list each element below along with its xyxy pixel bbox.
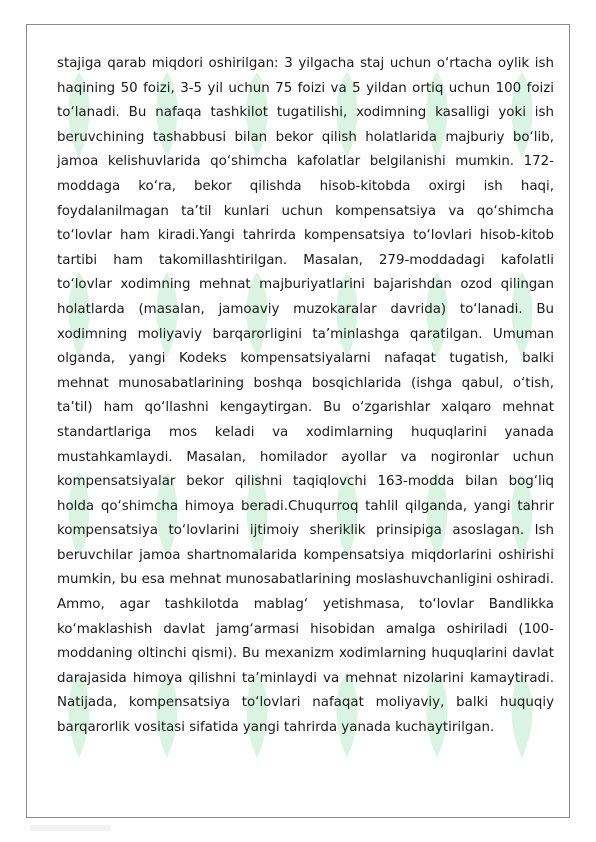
body-paragraph: stajiga qarab miqdori oshirilgan: 3 yilgacha staj uchun o‘rtacha oylik ish haqining 50 foizi, 3-5 yil uchun 75 foizi va 5 yildan ortiq uchun 100 foizi to‘lanadi. Bu nafaqa tashkilot tugatilishi, xodimning kasalligi yoki ish beruvchining tashabbusi bilan bekor qilish holatlarida majburiy bo‘lib, jamoa kelishuvlarida qo‘shimcha kafolatlar belgilanishi mumkin. 172-moddaga ko‘ra, bekor qilishda hisob-kitobda oxirgi ish haqi, foydalanilmagan ta’til kunlari uchun kompensatsiya va qo‘shimcha to‘lovlar ham kiradi.Yangi tahrirda kompensatsiya to‘lovlari hisob-kitob tartibi ham takomillashtirilgan. Masalan, 279-moddadagi kafolatli to‘lovlar xodimning mehnat majburiyatlarini bajarishdan ozod qilingan holatlarda (masalan, jamoaviy muzokaralar davrida) to‘lanadi. Bu xodimning moliyaviy barqarorligini ta’minlashga qaratilgan. Umuman olganda, yangi Kodeks kompensatsiyalarni nafaqat tugatish, balki mehnat munosabatlarining boshqa bosqichlarida (ishga qabul, o‘tish, ta’til) ham qo‘llashni kengaytirgan. Bu o‘zgarishlar xalqaro mehnat standartlariga mos keladi va xodimlarning huquqlarini yanada mustahkamlaydi. Masalan, homilador ayollar va nogironlar uchun kompensatsiyalar bekor qilishni taqiqlovchi 163-modda bilan bog‘liq holda qo‘shimcha himoya beradi.Chuqurroq tahlil qilganda, yangi tahrir kompensatsiya to‘lovlarini ijtimoiy sheriklik prinsipiga asoslagan. Ish beruvchilar jamoa shartnomalarida kompensatsiya miqdorlarini oshirishi mumkin, bu esa mehnat munosabatlarining moslashuvchanligini oshiradi. Ammo, agar tashkilotda mablag‘ yetishmasa, to‘lovlar Bandlikka ko‘maklashish davlat jamg‘armasi hisobidan amalga oshiriladi (100-moddaning oltinchi qismi). Bu mexanizm xodimlarning huquqlarini davlat darajasida himoya qilishni ta’minlaydi va mehnat nizolarini kamaytiradi. Natijada, kompensatsiya to‘lovlari nafaqat moliyaviy, balki huquqiy barqarorlik vositasi sifatida yangi tahrirda yanada kuchaytirilgan. (57, 56, 554, 736)
footer-mark (30, 825, 110, 831)
